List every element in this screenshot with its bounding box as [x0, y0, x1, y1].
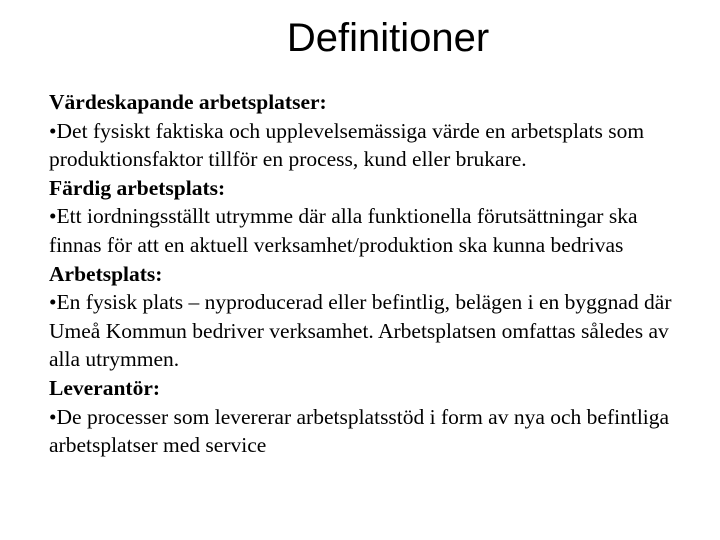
slide-title: Definitioner — [286, 16, 490, 60]
definition-item — [49, 88, 679, 174]
definition-term: Färdig arbetsplats: — [49, 175, 226, 200]
definition-description: •En fysisk plats – nyproducerad eller befintlig, belägen i en byggnad där Umeå Kommun bedriver verksamhet. Arbetsplatsen omfattas således av alla utrymmen. — [49, 290, 672, 372]
definition-term: Värdeskapande arbetsplatser: — [49, 90, 327, 114]
definition-term: Arbetsplats: — [49, 261, 163, 286]
definitions-list — [49, 88, 679, 460]
definition-item — [49, 260, 679, 374]
definition-description: •De processer som levererar arbetsplatsstöd i form av nya och befintliga arbetsplatser med service — [49, 404, 670, 458]
definition-description: •Det fysiskt faktiska och upplevelsemässiga värde en arbetsplats som produktionsfaktor tillför en process, kund eller brukare. — [49, 118, 645, 172]
definition-item — [49, 174, 679, 260]
definition-description: •Ett iordningsställt utrymme där alla funktionella förutsättningar ska finnas för att en aktuell verksamhet/produktion ska kunna bedrivas — [49, 204, 638, 257]
definition-item — [49, 374, 679, 460]
definition-term: Leverantör: — [49, 375, 161, 400]
